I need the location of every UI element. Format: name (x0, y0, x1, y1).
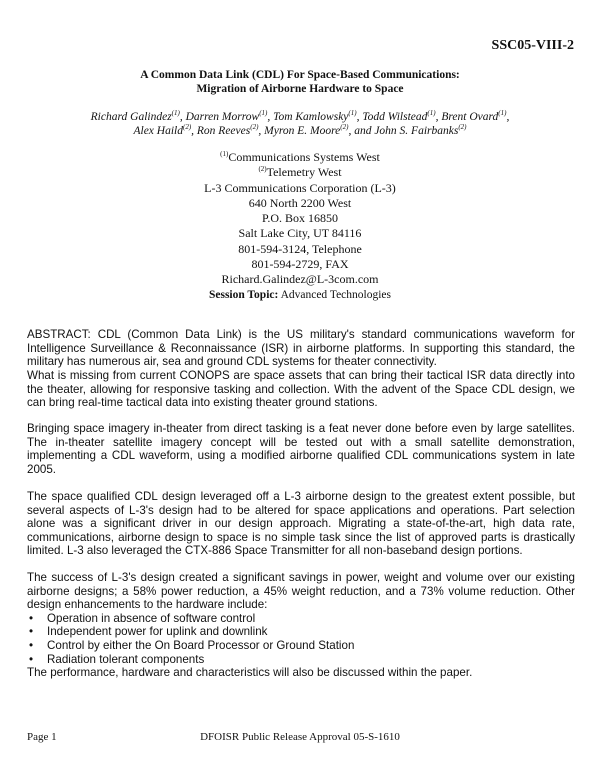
author-affiliation-marker: (2) (250, 123, 259, 132)
paper-id: SSC05-VIII-2 (491, 38, 574, 53)
affiliation-org-2-name: Telemetry West (266, 165, 342, 180)
abstract-paragraph-5 (27, 571, 575, 680)
author-affiliation-marker: (1) (427, 109, 436, 118)
affiliation-street: 640 North 2200 West (248, 195, 352, 210)
author-name: Myron E. Moore (264, 125, 341, 137)
author-affiliation-marker: (1) (498, 109, 507, 118)
session-topic-value: Advanced Technologies (278, 289, 392, 301)
affiliation-org-2 (0, 165, 600, 180)
author-affiliation-marker: (1) (171, 109, 180, 118)
author-affiliation-marker: (2) (458, 123, 467, 132)
affiliation-company: L-3 Communications Corporation (L-3) (204, 180, 396, 195)
paper-title (0, 68, 600, 96)
affiliation-org-2-marker: (2) (258, 165, 267, 174)
affiliation-email: Richard.Galindez@L-3com.com (221, 272, 379, 287)
affiliation-fax: 801-594-2729, FAX (251, 257, 349, 272)
author-line-1 (0, 110, 600, 124)
author-name: Darren Morrow (185, 111, 260, 123)
author-separator: , (179, 111, 186, 123)
author-separator: , (356, 111, 363, 123)
release-approval: DFOISR Public Release Approval 05-S-1610 (200, 731, 400, 743)
author-separator: , (506, 111, 510, 123)
author-separator: , (435, 111, 442, 123)
closing-sentence: The performance, hardware and characteristics will also be discussed within the paper. (27, 666, 473, 680)
author-separator: , (191, 125, 197, 137)
abstract-paragraph-1: ABSTRACT: CDL (Common Data Link) is the US military's standard communications waveform for Intelligence Surveillance & Reconnaissance (ISR) in airborne platforms. In supporting this standard, the military has numerous air, sea and ground CDL systems for theater connectivity. (27, 328, 575, 369)
author-separator: , and (348, 125, 375, 137)
abstract-paragraph-2: What is missing from current CONOPS are space assets that can bring their tactical ISR data directly into the theater, allowing for responsive tasking and collection. With the advent of the Space CDL design, we can bring real-time tactical data into existing theater ground stations. (27, 369, 575, 410)
author-name: Ron Reeves (196, 125, 251, 137)
affiliation-org-1 (0, 150, 600, 165)
enhancements-intro: The success of L-3's design created a significant savings in power, weight and volume over our existing airborne designs; a 58% power reduction, a 45% weight reduction, and a 73% volume reduction. Other design enhancements to the hardware include: (27, 571, 575, 612)
author-affiliation-marker: (2) (182, 123, 192, 132)
author-affiliation-marker: (1) (259, 109, 268, 118)
affiliation-org-1-name: Communications Systems West (228, 150, 380, 164)
author-affiliation-marker: (1) (348, 109, 357, 118)
abstract-paragraph-4: The space qualified CDL design leveraged off a L-3 airborne design to the greatest extent possible, but several aspects of L-3's design had to be altered for space applications and operations. Part selection alone was a significant driver in our design approach. Migrating a state-of-the-art, high data rate, communications, airborne design to space is no simple task since the list of approved parts is drastically limited. L-3 also leveraged the CTX-886 Space Transmitter for all non-baseband design portions. (27, 490, 575, 558)
list-item: • Operation in absence of software control (27, 612, 575, 626)
session-topic (0, 289, 600, 301)
title-line-1: A Common Data Link (CDL) For Space-Based Communications: (140, 69, 460, 81)
abstract-paragraph-3: Bringing space imagery in-theater from direct tasking is a feat never done before even by large satellites. The in-theater satellite imagery concept will be tested out with a small satellite demonstration, implementing a CDL waveform, using a modified airborne qualified CDL communications system in late 2005. (27, 422, 575, 476)
affiliation-po-box: P.O. Box 16850 (261, 211, 338, 226)
author-separator: , (267, 111, 274, 123)
author-name: Richard Galindez (90, 111, 172, 123)
session-topic-label: Session Topic: (208, 289, 279, 301)
list-item: • Independent power for uplink and downlink (27, 625, 575, 639)
affiliation-block (0, 150, 600, 288)
page-number: Page 1 (27, 731, 57, 743)
author-name: John S. Fairbanks (374, 125, 459, 137)
author-separator: , (258, 125, 265, 137)
list-item: • Radiation tolerant components (27, 653, 575, 667)
list-item: • Control by either the On Board Processor or Ground Station (27, 639, 575, 653)
affiliation-city: Salt Lake City, UT 84116 (238, 226, 362, 241)
title-line-2: Migration of Airborne Hardware to Space (196, 83, 404, 95)
affiliation-phone: 801-594-3124, Telephone (238, 241, 362, 256)
author-name: Brent Ovard (441, 111, 499, 123)
affiliation-org-1-marker: (1) (220, 150, 229, 158)
author-name: Alex Haild (133, 125, 183, 137)
author-name: Tom Kamlowsky (273, 111, 349, 123)
author-line-2 (0, 124, 600, 138)
enhancements-list (27, 612, 575, 666)
author-affiliation-marker: (2) (340, 123, 349, 132)
author-name: Todd Wilstead (362, 111, 428, 123)
author-list (0, 110, 600, 138)
